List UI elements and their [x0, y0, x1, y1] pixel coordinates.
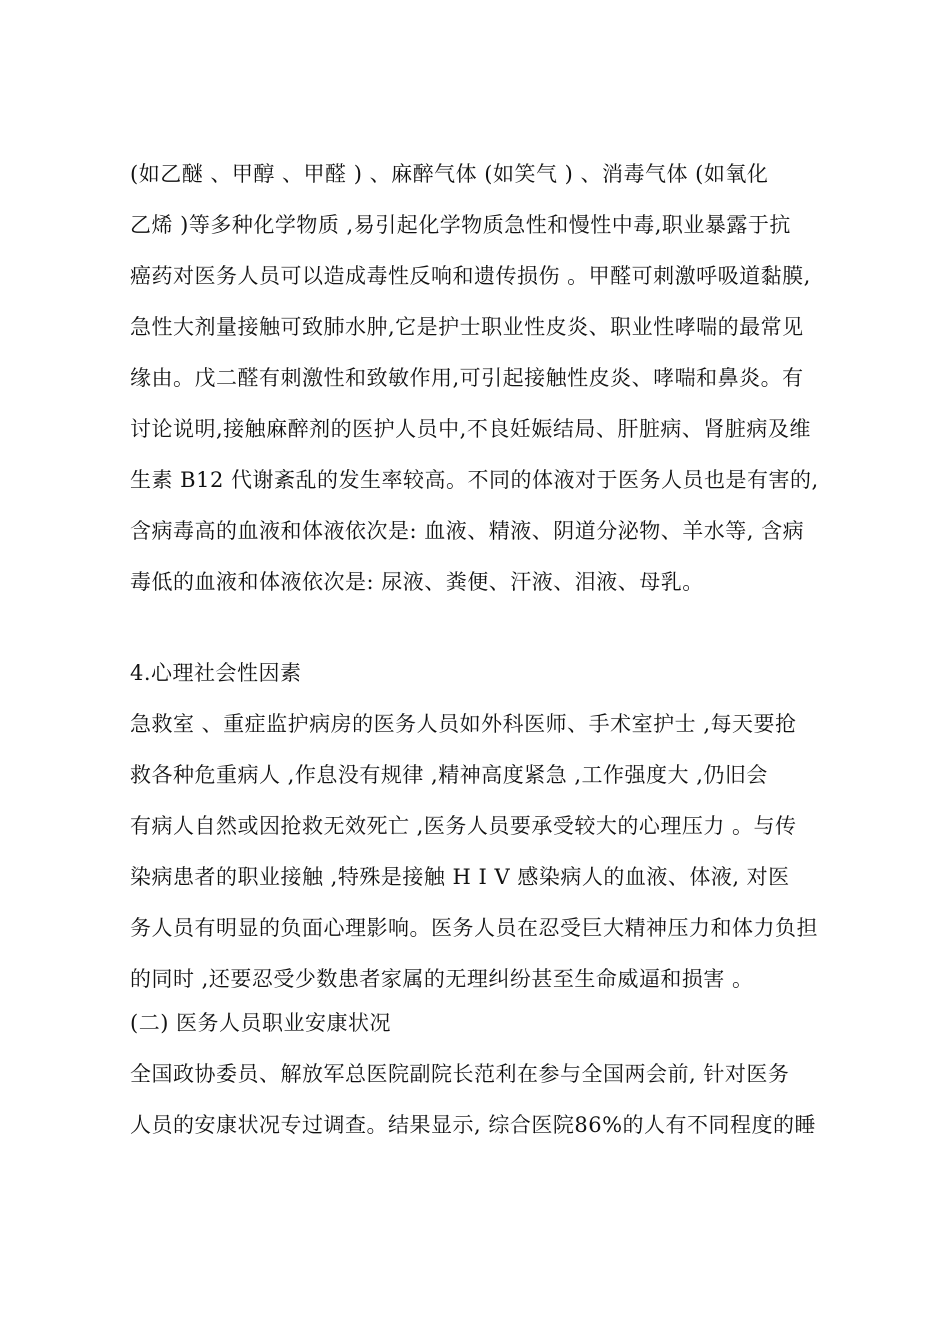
- paragraph-1-line: 急性大剂量接触可致肺水肿,它是护士职业性皮炎、职业性哮喘的最常见: [130, 315, 804, 339]
- paragraph-1-line: (如乙醚 、甲醇 、甲醛 ) 、麻醉气体 (如笑气 ) 、消毒气体 (如氧化: [130, 162, 769, 186]
- paragraph-1-line: 癌药对医务人员可以造成毒性反响和遗传损伤 。甲醛可刺激呼吸道黏膜,: [130, 264, 811, 288]
- paragraph-2-line: 染病患者的职业接触 ,特殊是接触 H I V 感染病人的血液、体液, 对医: [130, 865, 790, 889]
- section-heading: 4.心理社会性因素: [130, 661, 302, 685]
- paragraph-2-line: 有病人自然或因抢救无效死亡 ,医务人员要承受较大的心理压力 。与传: [130, 814, 797, 838]
- paragraph-1-line: 生素 B12 代谢紊乱的发生率较高。不同的体液对于医务人员也是有害的,: [130, 468, 819, 492]
- section-heading: (二) 医务人员职业安康状况: [130, 1011, 392, 1035]
- paragraph-1-line: 乙烯 )等多种化学物质 ,易引起化学物质急性和慢性中毒,职业暴露于抗: [130, 213, 791, 237]
- paragraph-3-line: 全国政协委员、解放军总医院副院长范利在参与全国两会前, 针对医务: [130, 1062, 790, 1086]
- paragraph-1-line: 毒低的血液和体液依次是: 尿液、粪便、汗液、泪液、母乳。: [130, 570, 704, 594]
- paragraph-1-line: 讨论说明,接触麻醉剂的医护人员中,不良妊娠结局、肝脏病、肾脏病及维: [130, 417, 811, 441]
- paragraph-2-line: 救各种危重病人 ,作息没有规律 ,精神高度紧急 ,工作强度大 ,仍旧会: [130, 763, 768, 787]
- paragraph-2-line: 急救室 、重症监护病房的医务人员如外科医师、手术室护士 ,每天要抢: [130, 712, 797, 736]
- paragraph-2-line: 的同时 ,还要忍受少数患者家属的无理纠纷甚至生命威逼和损害 。: [130, 967, 754, 991]
- paragraph-1-line: 含病毒高的血液和体液依次是: 血液、精液、阴道分泌物、羊水等, 含病: [130, 519, 805, 543]
- paragraph-1-line: 缘由。戊二醛有刺激性和致敏作用,可引起接触性皮炎、哮喘和鼻炎。有: [130, 366, 804, 390]
- paragraph-3-line: 人员的安康状况专过调查。结果显示, 综合医院86%的人有不同程度的睡: [130, 1113, 817, 1137]
- paragraph-2-line: 务人员有明显的负面心理影响。医务人员在忍受巨大精神压力和体力负担: [130, 916, 818, 940]
